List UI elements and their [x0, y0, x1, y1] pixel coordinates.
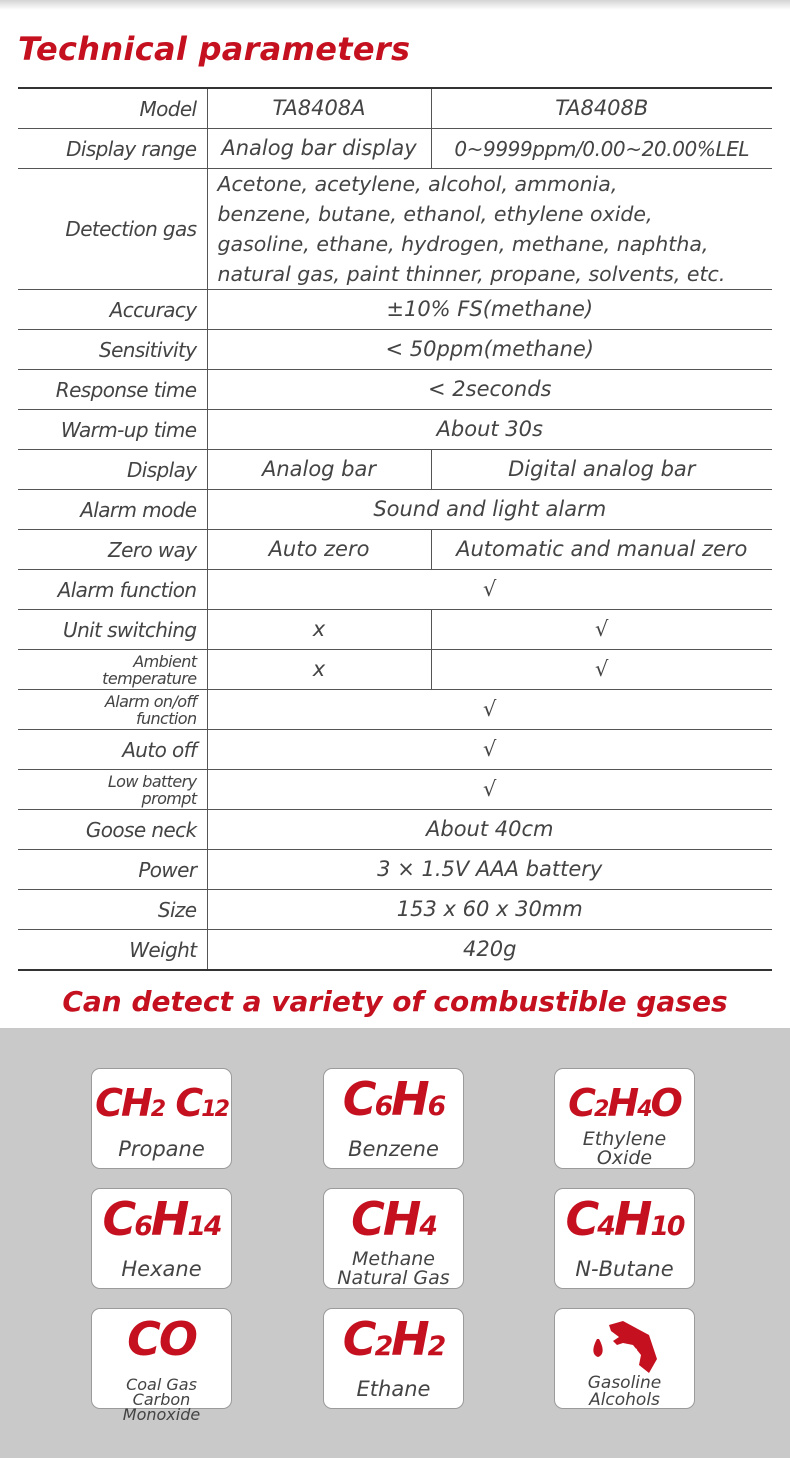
cell-value: √: [207, 570, 772, 610]
table-row: [18, 490, 772, 530]
label-line: temperature: [102, 668, 197, 688]
gas-name: [92, 1377, 231, 1422]
gas-name-line: Alcohols: [589, 1390, 660, 1410]
gas-formula: CH2 C12: [95, 1081, 228, 1125]
gas-card-butane: [554, 1188, 695, 1289]
cell-a: x: [207, 610, 431, 650]
table-row: [18, 330, 772, 370]
gas-card-methane: [323, 1188, 464, 1289]
detection-gas-list: [207, 169, 772, 290]
row-label: Display range: [18, 129, 207, 169]
cell-value: < 50ppm(methane): [207, 330, 772, 370]
gas-card-ethane: [323, 1308, 464, 1409]
row-label: Unit switching: [18, 610, 207, 650]
table-row: [18, 690, 772, 730]
spec-table: [18, 87, 772, 971]
cell-value: 3 × 1.5V AAA battery: [207, 850, 772, 890]
gas-card-hexane: [91, 1188, 232, 1289]
label-line: Ambient: [133, 651, 197, 671]
table-row: [18, 410, 772, 450]
table-row: [18, 850, 772, 890]
gases-title: Can detect a variety of combustible gases: [62, 985, 728, 1018]
row-label: [18, 770, 207, 810]
row-label: Response time: [18, 370, 207, 410]
table-row: [18, 610, 772, 650]
cell-b: √: [431, 650, 772, 690]
row-label: Warm-up time: [18, 410, 207, 450]
gas-name-line: Oxide: [596, 1147, 653, 1169]
gas-name: [555, 1375, 694, 1409]
row-label: Model: [18, 88, 207, 129]
gas-formula: C2H4O: [568, 1081, 681, 1125]
fuel-nozzle-icon: [589, 1315, 659, 1375]
cell-value: About 30s: [207, 410, 772, 450]
row-label: Goose neck: [18, 810, 207, 850]
gas-line: Acetone, acetylene, alcohol, ammonia,: [217, 172, 618, 196]
row-label: Zero way: [18, 530, 207, 570]
label-line: function: [135, 708, 197, 728]
row-label: [18, 650, 207, 690]
row-label: Auto off: [18, 730, 207, 770]
label-line: prompt: [141, 788, 197, 808]
cell-a: Analog bar: [207, 450, 431, 490]
row-label: Size: [18, 890, 207, 930]
table-row: [18, 570, 772, 610]
gas-formula: C4H10: [565, 1192, 684, 1246]
top-shadow: [0, 0, 790, 10]
cell-value: About 40cm: [207, 810, 772, 850]
cell-a: Auto zero: [207, 530, 431, 570]
model-b: TA8408B: [431, 88, 772, 129]
gas-name: Propane: [118, 1137, 205, 1161]
table-row: [18, 88, 772, 129]
gas-card-gasoline: [554, 1308, 695, 1409]
gas-name-line: Natural Gas: [337, 1267, 450, 1289]
gas-line: gasoline, ethane, hydrogen, methane, naphtha,: [217, 232, 709, 256]
model-a: TA8408A: [207, 88, 431, 129]
cell-b: 0~9999ppm/0.00~20.00%LEL: [431, 129, 772, 169]
page-title: Technical parameters: [18, 30, 411, 68]
cell-b: Digital analog bar: [431, 450, 772, 490]
row-label: Accuracy: [18, 290, 207, 330]
gas-card-co: [91, 1308, 232, 1424]
gas-name-line: Gasoline: [587, 1373, 662, 1393]
gas-line: benzene, butane, ethanol, ethylene oxide,: [217, 202, 653, 226]
gas-panel: [0, 1028, 790, 1458]
cell-value: √: [207, 690, 772, 730]
gas-name-line: Ethylene: [582, 1128, 667, 1150]
table-row: [18, 530, 772, 570]
table-row: [18, 370, 772, 410]
gas-name: Hexane: [121, 1257, 202, 1281]
row-label: Weight: [129, 937, 197, 962]
cell-a: Analog bar display: [207, 129, 431, 169]
gas-formula: C2H2: [342, 1312, 445, 1366]
cell-value: √: [207, 770, 772, 810]
table-row: [18, 890, 772, 930]
row-label: [18, 690, 207, 730]
table-row: [18, 650, 772, 690]
cell-value: 153 x 60 x 30mm: [207, 890, 772, 930]
gas-card-propane: [91, 1068, 232, 1169]
gas-name: [555, 1130, 694, 1168]
table-row: [18, 730, 772, 770]
gas-name-line: Coal Gas: [126, 1375, 197, 1394]
gas-name: [324, 1250, 463, 1288]
cell-value: Sound and light alarm: [207, 490, 772, 530]
gas-formula: C6H14: [102, 1192, 221, 1246]
cell-value: < 2seconds: [207, 370, 772, 410]
cell-b: √: [431, 610, 772, 650]
row-label: Display: [18, 450, 207, 490]
label-line: Low battery: [107, 771, 197, 791]
table-row: [18, 169, 772, 290]
table-row: [18, 129, 772, 169]
gas-formula: CO: [127, 1312, 196, 1366]
gas-name-line: Carbon Monoxide: [122, 1390, 201, 1424]
row-label: Detection gas: [18, 169, 207, 290]
table-row: [18, 290, 772, 330]
gas-name: Ethane: [356, 1377, 431, 1401]
row-label: Alarm mode: [18, 490, 207, 530]
cell-b: Automatic and manual zero: [431, 530, 772, 570]
cell-value: √: [207, 730, 772, 770]
gas-name-line: Methane: [352, 1248, 435, 1270]
table-row: [18, 770, 772, 810]
label-line: Alarm on/off: [104, 691, 197, 711]
gas-card-ethylene-oxide: [554, 1068, 695, 1169]
gas-line: natural gas, paint thinner, propane, solvents, etc.: [217, 262, 726, 286]
row-label: Power: [18, 850, 207, 890]
row-label: Alarm function: [18, 570, 207, 610]
gas-formula: C6H6: [342, 1072, 445, 1126]
row-label: Sensitivity: [18, 330, 207, 370]
table-row: [18, 930, 772, 971]
gas-name: Benzene: [348, 1137, 439, 1161]
cell-value: ±10% FS(methane): [207, 290, 772, 330]
gas-card-benzene: [323, 1068, 464, 1169]
table-row: [18, 450, 772, 490]
cell-value: 420g: [207, 930, 772, 971]
gas-formula: CH4: [351, 1192, 436, 1246]
gas-name: N-Butane: [575, 1257, 674, 1281]
cell-a: x: [207, 650, 431, 690]
table-row: [18, 810, 772, 850]
